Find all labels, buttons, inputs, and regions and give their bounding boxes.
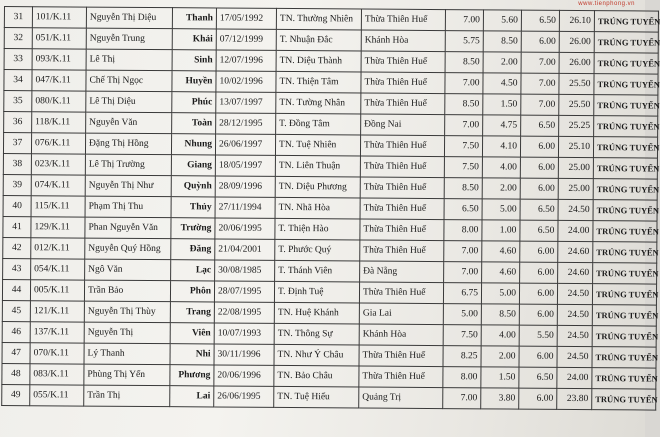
score-1: 7.00 — [443, 388, 481, 409]
score-1: 8.00 — [443, 367, 481, 388]
given-name: Phúc — [172, 92, 216, 113]
surname: Nguyễn Thị Như — [85, 175, 171, 197]
row-number: 36 — [4, 112, 32, 133]
score-2: 4.00 — [482, 157, 520, 178]
score-3: 6.00 — [519, 304, 557, 325]
given-name: Đăng — [171, 239, 215, 260]
given-name: Nhung — [171, 134, 215, 155]
surname: Lê Thị Trường — [85, 154, 171, 176]
total-score: 24.00 — [557, 367, 592, 388]
given-name: Nhi — [170, 344, 214, 365]
row-number: 44 — [2, 279, 30, 300]
score-3: 6.00 — [520, 262, 558, 283]
place-name: TN. Thông Sự — [274, 323, 359, 345]
total-score: 26.10 — [559, 10, 594, 31]
place-name: T. Định Tuệ — [274, 281, 359, 303]
surname: Nguyễn Thị Diệu — [86, 7, 172, 29]
candidate-id: 101/K.11 — [32, 7, 86, 28]
province: Thừa Thiên Huế — [360, 156, 444, 178]
score-1: 7.00 — [445, 115, 483, 136]
surname: Trần Thị — [84, 385, 170, 407]
place-name: T. Đồng Tâm — [276, 113, 361, 135]
surname: Phùng Thị Yến — [84, 364, 170, 386]
surname: Phạm Thị Thu — [85, 196, 171, 218]
province: Thừa Thiên Huế — [360, 177, 444, 199]
total-score: 26.00 — [559, 31, 594, 52]
score-2: 3.80 — [481, 388, 519, 409]
row-number: 37 — [3, 133, 31, 154]
score-1: 7.50 — [443, 325, 481, 346]
total-score: 24.00 — [558, 220, 593, 241]
birth-date: 28/09/1996 — [215, 176, 275, 197]
total-score: 24.50 — [557, 346, 592, 367]
province: Thừa Thiên Huế — [361, 93, 445, 115]
result-status: TRÚNG TUYỂN — [593, 179, 657, 200]
given-name: Phôn — [170, 281, 214, 302]
candidate-id: 121/K.11 — [30, 301, 84, 322]
birth-date: 17/05/1992 — [216, 8, 276, 29]
total-score: 25.10 — [558, 136, 593, 157]
watermark-text: www.tienphong.vn — [578, 1, 635, 7]
birth-date: 30/08/1985 — [215, 260, 275, 281]
surname: Lê Thị Diệu — [86, 91, 172, 113]
place-name: TN. Thường Nhiên — [276, 8, 361, 30]
candidate-id: 129/K.11 — [31, 217, 85, 238]
place-name: TN. Thiện Tâm — [276, 71, 361, 93]
surname: Lê Thị — [86, 49, 172, 71]
result-status: TRÚNG TUYỂN — [592, 368, 656, 389]
province: Quảng Trị — [359, 387, 443, 409]
given-name: Lai — [170, 386, 214, 407]
birth-date: 18/05/1997 — [215, 155, 275, 176]
total-score: 25.00 — [558, 178, 593, 199]
score-3: 6.50 — [520, 199, 558, 220]
place-name: T. Phước Quý — [275, 239, 360, 261]
score-1: 6.75 — [443, 283, 481, 304]
result-status: TRÚNG TUYỂN — [594, 32, 658, 53]
score-1: 7.00 — [445, 73, 483, 94]
candidate-id: 076/K.11 — [31, 133, 85, 154]
birth-date: 27/11/1994 — [215, 197, 275, 218]
table-row — [2, 384, 656, 410]
place-name: T. Nhuận Đắc — [276, 29, 361, 51]
surname: Chế Thị Ngọc — [86, 70, 172, 92]
province: Khánh Hòa — [359, 324, 443, 346]
birth-date: 10/07/1993 — [214, 323, 274, 344]
birth-date: 07/12/1999 — [216, 29, 276, 50]
total-score: 25.25 — [559, 115, 594, 136]
candidate-id: 083/K.11 — [30, 364, 84, 385]
row-number: 35 — [4, 91, 32, 112]
score-2: 8.50 — [481, 304, 519, 325]
birth-date: 20/06/1996 — [214, 365, 274, 386]
total-score: 24.50 — [557, 304, 592, 325]
row-number: 42 — [3, 237, 31, 258]
score-3: 6.50 — [521, 10, 559, 31]
candidate-id: 074/K.11 — [31, 175, 85, 196]
score-2: 5.00 — [482, 199, 520, 220]
row-number: 46 — [2, 321, 30, 342]
total-score: 23.80 — [557, 388, 592, 409]
score-2: 5.60 — [483, 10, 521, 31]
place-name: TN. Bảo Châu — [274, 365, 359, 387]
total-score: 24.50 — [557, 283, 592, 304]
score-2: 4.50 — [483, 73, 521, 94]
place-name: TN. Diệu Phương — [275, 176, 360, 198]
score-3: 6.00 — [519, 283, 557, 304]
surname: Nguyễn Thị Thùy — [84, 301, 170, 323]
score-3: 6.00 — [519, 388, 557, 409]
birth-date: 20/06/1995 — [215, 218, 275, 239]
candidate-id: 051/K.11 — [32, 28, 86, 49]
given-name: Thanh — [172, 8, 216, 29]
row-number: 43 — [3, 258, 31, 279]
place-name: TN. Như Ý Châu — [274, 344, 359, 366]
given-name: Huyền — [172, 71, 216, 92]
birth-date: 30/11/1996 — [214, 344, 274, 365]
surname: Trần Bảo — [84, 280, 170, 302]
birth-date: 13/07/1997 — [216, 92, 276, 113]
score-2: 1.50 — [481, 367, 519, 388]
surname: Nguyễn Trung — [86, 28, 172, 50]
surname: Phan Nguyễn Văn — [85, 217, 171, 239]
total-score: 24.50 — [557, 325, 592, 346]
surname: Nguyễn Thị — [84, 322, 170, 344]
province: Thừa Thiên Huế — [359, 345, 443, 367]
surname: Đặng Thị Hồng — [85, 133, 171, 155]
row-number: 47 — [2, 342, 30, 363]
total-score: 24.50 — [558, 199, 593, 220]
result-status: TRÚNG TUYỂN — [593, 158, 657, 179]
given-name: Trường — [171, 218, 215, 239]
row-number: 40 — [3, 195, 31, 216]
row-number: 49 — [2, 384, 30, 405]
results-table — [1, 6, 659, 411]
birth-date: 21/04/2001 — [215, 239, 275, 260]
score-1: 6.50 — [444, 199, 482, 220]
candidate-id: 070/K.11 — [30, 343, 84, 364]
candidate-id: 080/K.11 — [32, 91, 86, 112]
place-name: TN. Nhã Hòa — [275, 197, 360, 219]
result-status: TRÚNG TUYỂN — [593, 242, 657, 263]
birth-date: 26/06/1997 — [215, 134, 275, 155]
place-name: TN. Huệ Khánh — [274, 302, 359, 324]
total-score: 26.00 — [559, 52, 594, 73]
score-1: 5.00 — [443, 304, 481, 325]
surname: Nguyễn Văn — [86, 112, 172, 134]
score-3: 6.50 — [521, 115, 559, 136]
result-status: TRÚNG TUYỂN — [593, 137, 657, 158]
result-status: TRÚNG TUYỂN — [594, 116, 658, 137]
score-3: 6.00 — [519, 346, 557, 367]
result-status: TRÚNG TUYỂN — [594, 95, 658, 116]
total-score: 24.60 — [558, 241, 593, 262]
score-3: 7.00 — [521, 73, 559, 94]
score-3: 6.50 — [519, 367, 557, 388]
candidate-id: 093/K.11 — [32, 49, 86, 70]
row-number: 34 — [4, 70, 32, 91]
total-score: 25.50 — [559, 73, 594, 94]
score-1: 7.50 — [444, 157, 482, 178]
result-status: TRÚNG TUYỂN — [593, 221, 657, 242]
score-3: 6.00 — [520, 157, 558, 178]
score-1: 8.50 — [445, 94, 483, 115]
candidate-id: 012/K.11 — [31, 238, 85, 259]
given-name: Trang — [170, 302, 214, 323]
given-name: Giang — [171, 155, 215, 176]
candidate-id: 118/K.11 — [32, 112, 86, 133]
score-2: 2.00 — [482, 178, 520, 199]
score-1: 8.00 — [444, 220, 482, 241]
score-1: 8.50 — [444, 178, 482, 199]
total-score: 25.50 — [559, 94, 594, 115]
result-status: TRÚNG TUYỂN — [593, 200, 657, 221]
score-1: 8.50 — [445, 52, 483, 73]
province: Thừa Thiên Huế — [361, 9, 445, 31]
candidate-id: 054/K.11 — [31, 259, 85, 280]
surname: Ngô Văn — [85, 259, 171, 281]
place-name: TN. Tuệ Hiếu — [274, 386, 359, 408]
score-2: 5.00 — [481, 283, 519, 304]
result-status: TRÚNG TUYỂN — [594, 74, 658, 95]
score-2: 4.60 — [482, 262, 520, 283]
score-3: 7.00 — [521, 52, 559, 73]
birth-date: 12/07/1996 — [216, 50, 276, 71]
province: Thừa Thiên Huế — [361, 51, 445, 73]
candidate-id: 047/K.11 — [32, 70, 86, 91]
score-2: 4.60 — [482, 241, 520, 262]
result-status: TRÚNG TUYỂN — [592, 284, 656, 305]
given-name: Quỳnh — [171, 176, 215, 197]
score-2: 4.00 — [481, 325, 519, 346]
place-name: TN. Tường Nhân — [276, 92, 361, 114]
place-name: T. Thánh Viên — [275, 260, 360, 282]
result-status: TRÚNG TUYỂN — [592, 305, 656, 326]
score-2: 1.00 — [482, 220, 520, 241]
given-name: Viên — [170, 323, 214, 344]
candidate-id: 005/K.11 — [30, 280, 84, 301]
score-3: 6.00 — [520, 241, 558, 262]
surname: Nguyễn Quý Hồng — [85, 238, 171, 260]
place-name: T. Thiện Hào — [275, 218, 360, 240]
result-status: TRÚNG TUYỂN — [592, 326, 656, 347]
given-name: Lạc — [171, 260, 215, 281]
province: Thừa Thiên Huế — [360, 135, 444, 157]
given-name: Phương — [170, 365, 214, 386]
province: Thừa Thiên Huế — [361, 72, 445, 94]
given-name: Thủy — [171, 197, 215, 218]
candidate-id: 023/K.11 — [31, 154, 85, 175]
score-2: 2.00 — [481, 346, 519, 367]
score-2: 2.00 — [483, 52, 521, 73]
total-score: 25.00 — [558, 157, 593, 178]
score-1: 7.00 — [445, 10, 483, 31]
row-number: 32 — [4, 28, 32, 49]
result-status: TRÚNG TUYỂN — [592, 389, 656, 410]
score-3: 6.00 — [520, 136, 558, 157]
row-number: 41 — [3, 216, 31, 237]
province: Thừa Thiên Huế — [359, 366, 443, 388]
row-number: 38 — [3, 153, 31, 174]
score-2: 4.75 — [483, 115, 521, 136]
birth-date: 28/12/1995 — [216, 113, 276, 134]
given-name: Sinh — [172, 50, 216, 71]
result-status: TRÚNG TUYỂN — [593, 263, 657, 284]
score-2: 4.10 — [482, 136, 520, 157]
province: Thừa Thiên Huế — [360, 240, 444, 262]
row-number: 39 — [3, 174, 31, 195]
score-1: 7.00 — [444, 241, 482, 262]
score-2: 1.50 — [483, 94, 521, 115]
birth-date: 26/06/1995 — [214, 386, 274, 407]
score-1: 8.25 — [443, 346, 481, 367]
given-name: Toàn — [172, 113, 216, 134]
birth-date: 22/08/1995 — [214, 302, 274, 323]
province: Khánh Hòa — [361, 30, 445, 52]
candidate-id: 137/K.11 — [30, 322, 84, 343]
province: Thừa Thiên Huế — [359, 282, 443, 304]
row-number: 45 — [2, 300, 30, 321]
row-number: 48 — [2, 363, 30, 384]
score-3: 6.50 — [520, 220, 558, 241]
table-body — [2, 7, 659, 411]
score-3: 7.00 — [521, 94, 559, 115]
province: Thừa Thiên Huế — [360, 198, 444, 220]
score-3: 5.50 — [519, 325, 557, 346]
province: Gia Lai — [359, 303, 443, 325]
surname: Lý Thanh — [84, 343, 170, 365]
given-name: Khải — [172, 29, 216, 50]
province: Thừa Thiên Huế — [360, 219, 444, 241]
total-score: 24.60 — [558, 262, 593, 283]
score-2: 8.50 — [483, 31, 521, 52]
place-name: TN. Tuệ Nhiên — [275, 134, 360, 156]
score-1: 7.50 — [444, 136, 482, 157]
score-3: 6.00 — [521, 31, 559, 52]
result-status: TRÚNG TUYỂN — [594, 11, 658, 32]
candidate-id: 115/K.11 — [31, 196, 85, 217]
place-name: TN. Diệu Thành — [276, 50, 361, 72]
score-1: 5.75 — [445, 31, 483, 52]
place-name: TN. Liên Thuận — [275, 155, 360, 177]
score-1: 7.00 — [444, 262, 482, 283]
score-3: 6.00 — [520, 178, 558, 199]
candidate-id: 055/K.11 — [30, 385, 84, 406]
result-status: TRÚNG TUYỂN — [594, 53, 658, 74]
province: Đà Nẵng — [360, 261, 444, 283]
row-number: 31 — [4, 7, 32, 28]
birth-date: 28/07/1995 — [214, 281, 274, 302]
province: Đồng Nai — [361, 114, 445, 136]
row-number: 33 — [4, 49, 32, 70]
birth-date: 10/02/1996 — [216, 71, 276, 92]
result-status: TRÚNG TUYỂN — [592, 347, 656, 368]
